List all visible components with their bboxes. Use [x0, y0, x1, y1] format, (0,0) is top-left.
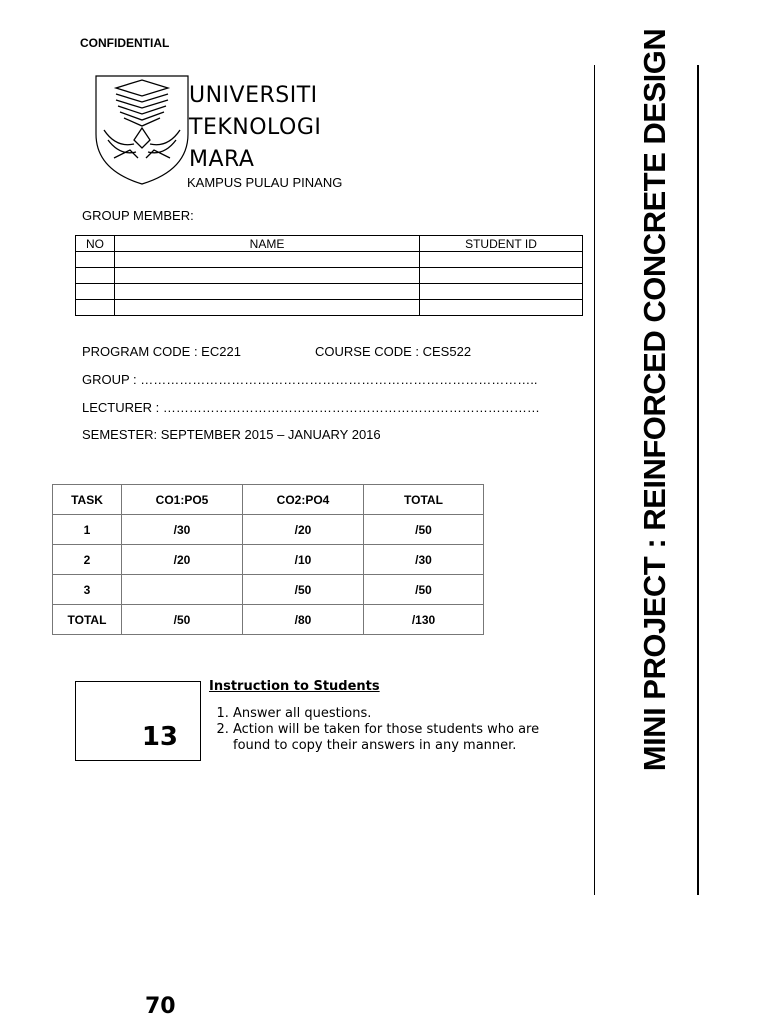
members-row [76, 252, 583, 268]
member-name-cell[interactable] [115, 252, 420, 268]
lecturer-field[interactable]: LECTURER : …………………………………………………………………………… [82, 400, 540, 415]
marks-cell: /130 [364, 605, 484, 635]
instruction-item: 2. Action will be taken for those students who are found to copy their answers in any manner. [233, 722, 554, 754]
side-title: MINI PROJECT : REINFORCED CONCRETE DESIGN [637, 28, 672, 772]
instructions [209, 679, 554, 754]
marks-cell: /30 [364, 545, 484, 575]
marks-header-co2: CO2:PO4 [243, 485, 364, 515]
instructions-title: Instruction to Students [209, 679, 380, 694]
member-no-cell[interactable] [76, 252, 115, 268]
members-header-no: NO [76, 236, 115, 252]
marks-cell: /80 [243, 605, 364, 635]
members-header-student-id: STUDENT ID [420, 236, 583, 252]
members-row [76, 268, 583, 284]
members-row [76, 300, 583, 316]
confidential-label: CONFIDENTIAL [80, 36, 170, 50]
member-id-cell[interactable] [420, 284, 583, 300]
member-no-cell[interactable] [76, 300, 115, 316]
members-table [75, 235, 583, 316]
semester: SEMESTER: SEPTEMBER 2015 – JANUARY 2016 [82, 427, 381, 442]
marks-row [53, 605, 484, 635]
member-id-cell[interactable] [420, 268, 583, 284]
marks-table [52, 484, 484, 635]
marks-cell: /50 [243, 575, 364, 605]
page-number: 70 [145, 994, 176, 1019]
member-name-cell[interactable] [115, 268, 420, 284]
marks-cell: TOTAL [53, 605, 122, 635]
members-row [76, 284, 583, 300]
divider-line [697, 65, 699, 895]
marks-cell: /50 [364, 515, 484, 545]
marks-cell: /20 [122, 545, 243, 575]
marks-row [53, 515, 484, 545]
marks-cell [122, 575, 243, 605]
marks-header-total: TOTAL [364, 485, 484, 515]
divider-line [594, 65, 595, 895]
member-no-cell[interactable] [76, 284, 115, 300]
marks-row [53, 545, 484, 575]
marks-cell: /50 [364, 575, 484, 605]
uitm-logo [94, 74, 190, 186]
marks-cell: 1 [53, 515, 122, 545]
course-code: COURSE CODE : CES522 [315, 344, 472, 359]
university-name [189, 80, 321, 176]
score-value: 13 [141, 722, 178, 752]
marks-row [53, 575, 484, 605]
university-line-1: UNIVERSITI [189, 83, 318, 108]
instruction-item: 1. Answer all questions. [233, 706, 554, 722]
score-box [75, 681, 201, 761]
marks-cell: 2 [53, 545, 122, 575]
member-no-cell[interactable] [76, 268, 115, 284]
marks-cell: /10 [243, 545, 364, 575]
members-header-name: NAME [115, 236, 420, 252]
marks-cell: /30 [122, 515, 243, 545]
member-name-cell[interactable] [115, 300, 420, 316]
university-line-2: TEKNOLOGI [189, 115, 322, 140]
marks-cell: /20 [243, 515, 364, 545]
marks-cell: /50 [122, 605, 243, 635]
member-id-cell[interactable] [420, 252, 583, 268]
campus-name: KAMPUS PULAU PINANG [187, 175, 343, 190]
marks-header-co1: CO1:PO5 [122, 485, 243, 515]
marks-header-task: TASK [53, 485, 122, 515]
group-field[interactable]: GROUP : ……………………………………………………………………………….. [82, 372, 538, 387]
member-id-cell[interactable] [420, 300, 583, 316]
marks-cell: 3 [53, 575, 122, 605]
program-code: PROGRAM CODE : EC221 [82, 344, 241, 359]
group-member-label: GROUP MEMBER: [82, 208, 194, 223]
university-line-3: MARA [189, 147, 255, 172]
member-name-cell[interactable] [115, 284, 420, 300]
